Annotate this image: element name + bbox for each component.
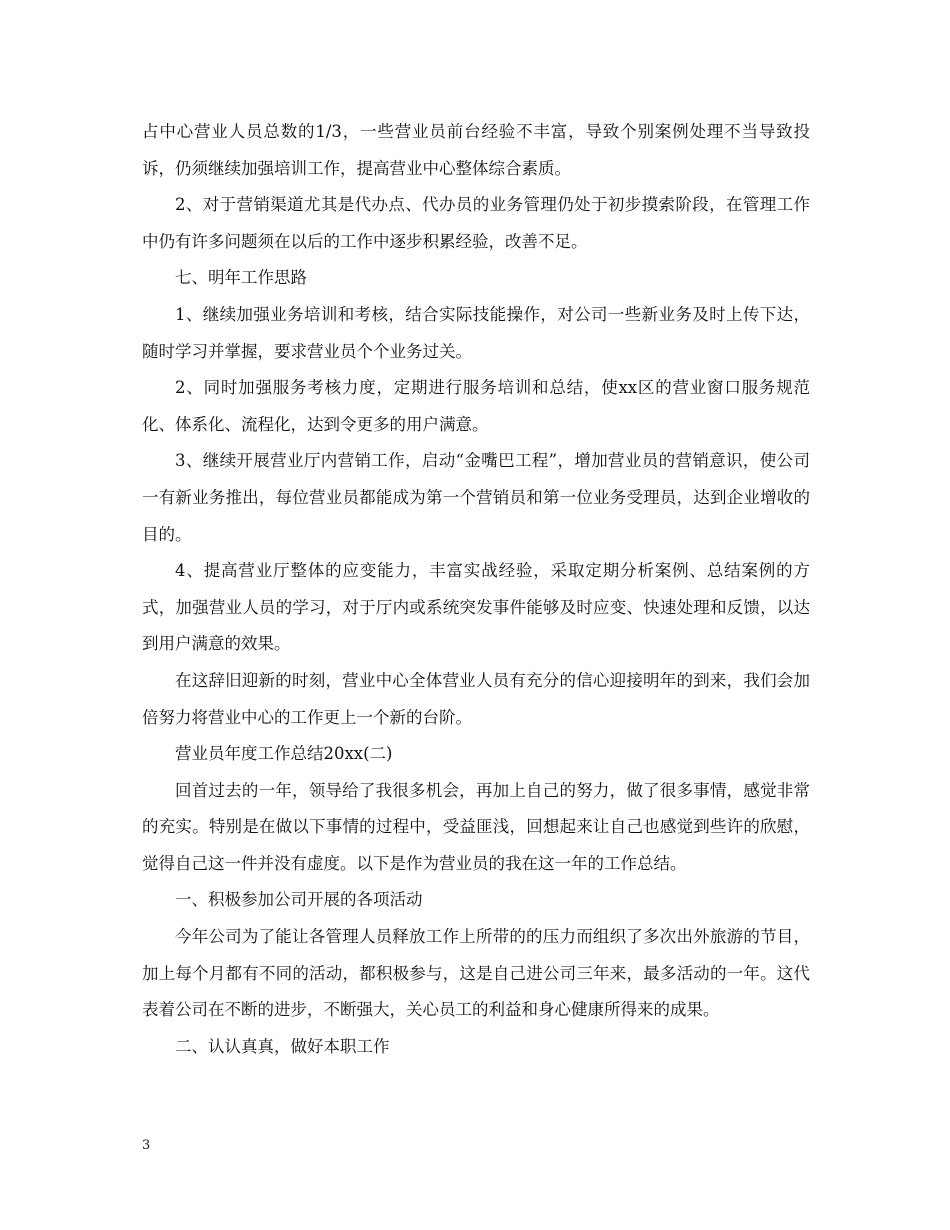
- paragraph-plan-item-2: 2、同时加强服务考核力度，定期进行服务培训和总结，使xx区的营业窗口服务规范化、体系化、流程化，达到令更多的用户满意。: [142, 378, 810, 434]
- paragraph-closing: 在这辞旧迎新的时刻，营业中心全体营业人员有充分的信心迎接明年的到来，我们会加倍努力将营业中心的工作更上一个新的台阶。: [142, 670, 810, 727]
- paragraph-plan-item-1: 1、继续加强业务培训和考核，结合实际技能操作，对公司一些新业务及时上传下达，随时学习并掌握，要求营业员个个业务过关。: [142, 304, 810, 361]
- paragraph-intro: 回首过去的一年，领导给了我很多机会，再加上自己的努力，做了很多事情，感觉非常的充实。特别是在做以下事情的过程中，受益匪浅，回想起来让自己也感觉到些许的欣慰，觉得自己这一件并没有虚度。以下是作为营业员的我在这一年的工作总结。: [142, 780, 810, 873]
- paragraph-activities: 今年公司为了能让各管理人员释放工作上所带的的压力而组织了多次出外旅游的节目，加上每个月都有不同的活动，都积极参与，这是自己进公司三年来，最多活动的一年。这代表着公司在不断的进步，不断强大，关心员工的利益和身心健康所得来的成果。: [142, 927, 810, 1020]
- paragraph-continued: 占中心营业人员总数的1/3，一些营业员前台经验不丰富，导致个别案例处理不当导致投诉，仍须继续加强培训工作，提高营业中心整体综合素质。: [142, 122, 810, 178]
- section-heading-activities: 一、积极参加公司开展的各项活动: [175, 890, 423, 910]
- paragraph-plan-item-4: 4、提高营业厅整体的应变能力，丰富实战经验，采取定期分析案例、总结案例的方式，加强营业人员的学习，对于厅内或系统突发事件能够及时应变、快速处理和反馈，以达到用户满意的效果。: [142, 561, 810, 654]
- page-number: 3: [142, 1138, 151, 1153]
- paragraph-plan-item-3: 3、继续开展营业厅内营销工作，启动“金嘴巴工程”，增加营业员的营销意识，使公司一有新业务推出，每位营业员都能成为第一个营销员和第一位业务受理员，达到企业增收的目的。: [142, 451, 810, 544]
- document-body: [142, 114, 810, 1065]
- section-heading-duties: 二、认认真真，做好本职工作: [175, 1036, 390, 1056]
- paragraph-item-2-shortcoming: 2、对于营销渠道尤其是代办点、代办员的业务管理仍处于初步摸索阶段，在管理工作中仍有许多问题须在以后的工作中逐步积累经验，改善不足。: [142, 195, 810, 251]
- document-subtitle: 营业员年度工作总结20xx(二): [175, 744, 393, 764]
- section-heading-next-year-plan: 七、明年工作思路: [175, 268, 307, 288]
